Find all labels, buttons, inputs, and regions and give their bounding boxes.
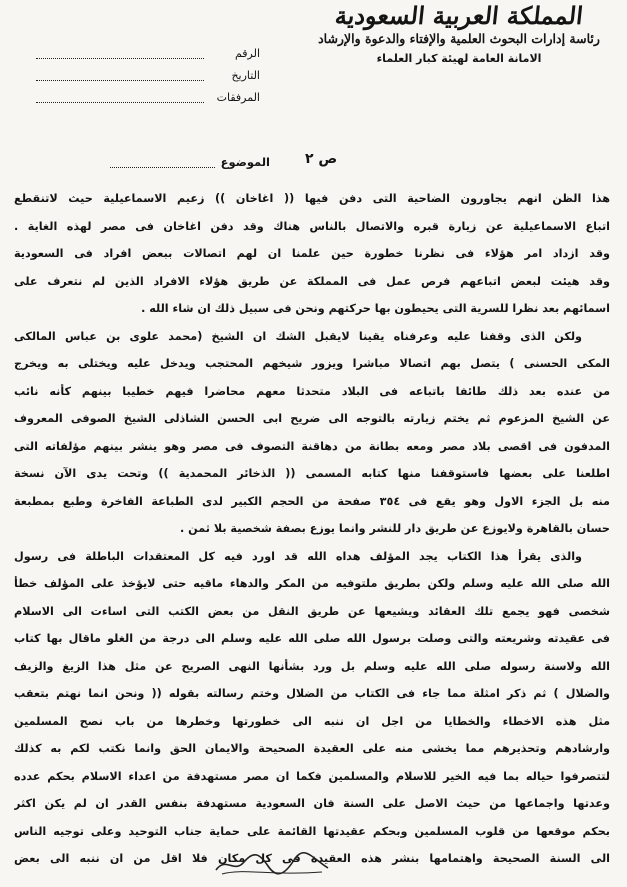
number-field <box>30 42 260 64</box>
body-line: الله صلى الله عليه وسلم ولكن بطريق ملتوفيه من المكر والدهاء ماقيه حتى لايؤخذ على المؤلف خطأ <box>14 577 610 590</box>
body-line: الى السنة الصحيحة واهتمامها بنشر هذه العقيدة فى كل مكان فلا اقل من ان ننبه الى بعض <box>14 852 610 865</box>
body-line: مثل هذه الاخطاء والخطايا من اجل ان ننبه الى خطورتها وخطرها من باب نصح المسلمين <box>14 714 610 728</box>
letter-body <box>14 185 610 873</box>
attachments-label: المرفقات <box>216 90 260 104</box>
page-number: ص ٢ <box>305 151 338 167</box>
body-line: شخصى فهو يجمع تلك العقائد ويشيعها عن طريق النقل من بعض الكتب التى اساءت الى الاسلام <box>14 604 610 618</box>
body-line: اطلعنا على بعضها فاستوقفنا منها كتابه المسمى (( الذخائر المحمدية )) وتحت يدى الآن نسخة <box>14 467 610 480</box>
body-line: بحكم موقعها من قلوب المسلمين وبحكم عقيدتها القائمة على حماية جناب التوحيد وعلى توجيه الناس <box>14 824 610 838</box>
subject-field <box>110 155 270 169</box>
body-line: وعدتها واجماعها من حيث الاصل على السنة فان السعودية مستهدفة بنفس القدر ان لم يكن اكثر <box>14 797 610 810</box>
secretariat-title: الامانة العامة لهيئة كبار العلماء <box>376 52 542 65</box>
body-line: عن الشيخ المزعوم ثم يختم زيارته بالتوجه الى ضريح ابى الحسن الشاذلى الشيخ الصوفى المعروف <box>14 412 610 425</box>
letterhead <box>309 2 609 68</box>
body-line: هذا الظن انهم يجاورون الضاحية التى دفن فيها (( اغاخان )) زعيم الاسماعيلية حيث لاتنقطع <box>14 192 610 205</box>
body-line: ولكن الذى وقفنا عليه وعرفناه يقينا لايقبل الشك ان الشيخ (محمد علوى بن عباس المالكى <box>14 329 582 343</box>
number-label: الرقم <box>234 46 260 60</box>
presidency-title: رئاسة إدارات البحوث العلمية والإفتاء والدعوة والإرشاد <box>318 31 600 46</box>
body-line: والذى يقرأ هذا الكتاب يجد المؤلف هداه الله قد اورد فيه كل المعتقدات الباطلة فى رسول <box>14 549 582 563</box>
subject-label: الموضوع <box>220 155 270 169</box>
date-field <box>30 64 260 86</box>
body-line: اسمائهم بعد نظرا للسرية التى يحيطون بها حركتهم ونحن فى سبيل ذلك ان شاء الله . <box>141 302 610 315</box>
attachments-blank <box>36 91 204 103</box>
kingdom-title: المملكة العربية السعودية <box>333 1 585 30</box>
body-line: الله ولاسنة رسوله صلى الله عليه وسلم بل ورد بشأنها النهى الصريح عن مثل هذا الزيغ والزيف <box>14 659 610 673</box>
body-line: المكى الحسنى ) يتصل بهم اتصالا مباشرا ويزور شيخهم المحتجب ويدخل عليه ويختلى به ويخرج <box>14 357 610 370</box>
number-blank <box>36 47 204 59</box>
body-line: من عنده بعد ذلك طائفا باتباعه فى البلاد متحدثا معهم محاضرا فيهم خطيبا بينهم كأنه نائب <box>14 384 610 398</box>
body-line: وقد ازداد امر هؤلاء فى نظرنا خطورة حين علمنا ان لهم اتصالات ببعض افراد فى السعودية <box>14 247 610 260</box>
date-label: التاريخ <box>231 68 260 82</box>
body-line: وقد هيئت لبعض اتباعهم فرص عمل فى المملكة عن طريق هؤلاء الافراد الذين لم نتعرف على <box>14 274 610 288</box>
subject-blank <box>110 157 215 168</box>
body-line: والضلال ) ثم ذكر امثلة مما جاء فى الكتاب من الضلال وختم رسالته بقوله (( ونحن انما نهتم بتعقب <box>14 687 610 700</box>
date-blank <box>36 69 204 81</box>
body-line: منه بل الجزء الاول وهو يقع فى ٣٥٤ صفحة من الحجم الكبير لدى الطباعة الفاخرة وطبع بمطبعة <box>14 494 610 508</box>
signature <box>212 850 332 878</box>
attachments-field <box>30 86 260 108</box>
body-line: المدفون فى اقصى بلاد مصر ومعه بطانة من دهاقنة التصوف فى مصر وهو ينشر بينهم مؤلفاته التى <box>14 439 610 453</box>
body-line: وارشادهم وتحذيرهم مما يخشى منه على العقيدة الصحيحة والايمان الحق وانما نكتب لكم به كذلك <box>14 742 610 755</box>
body-line: لتتصرفوا حياله بما فيه الخير للاسلام والمسلمين فكما ان مصر مستهدفة من اعداء الاسلام بحكم عدده <box>14 769 610 783</box>
body-line: فى عقيدته وشريعته والتى وصلت برسول الله صلى الله عليه وسلم الى درجة من الغلو ماقال بها كتاب <box>14 632 610 645</box>
body-line: حسان بالقاهرة ولايوزع عن طريق دار للنشر وانما يوزع بصفة شخصية بلا ثمن . <box>180 522 610 535</box>
reference-fields <box>30 42 260 108</box>
body-line: اتباع الاسماعيلية عن زيارة قبره والاتصال بالناس هناك وقد دفن اغاخان فى مصر لهذه الغاية . <box>14 219 610 233</box>
